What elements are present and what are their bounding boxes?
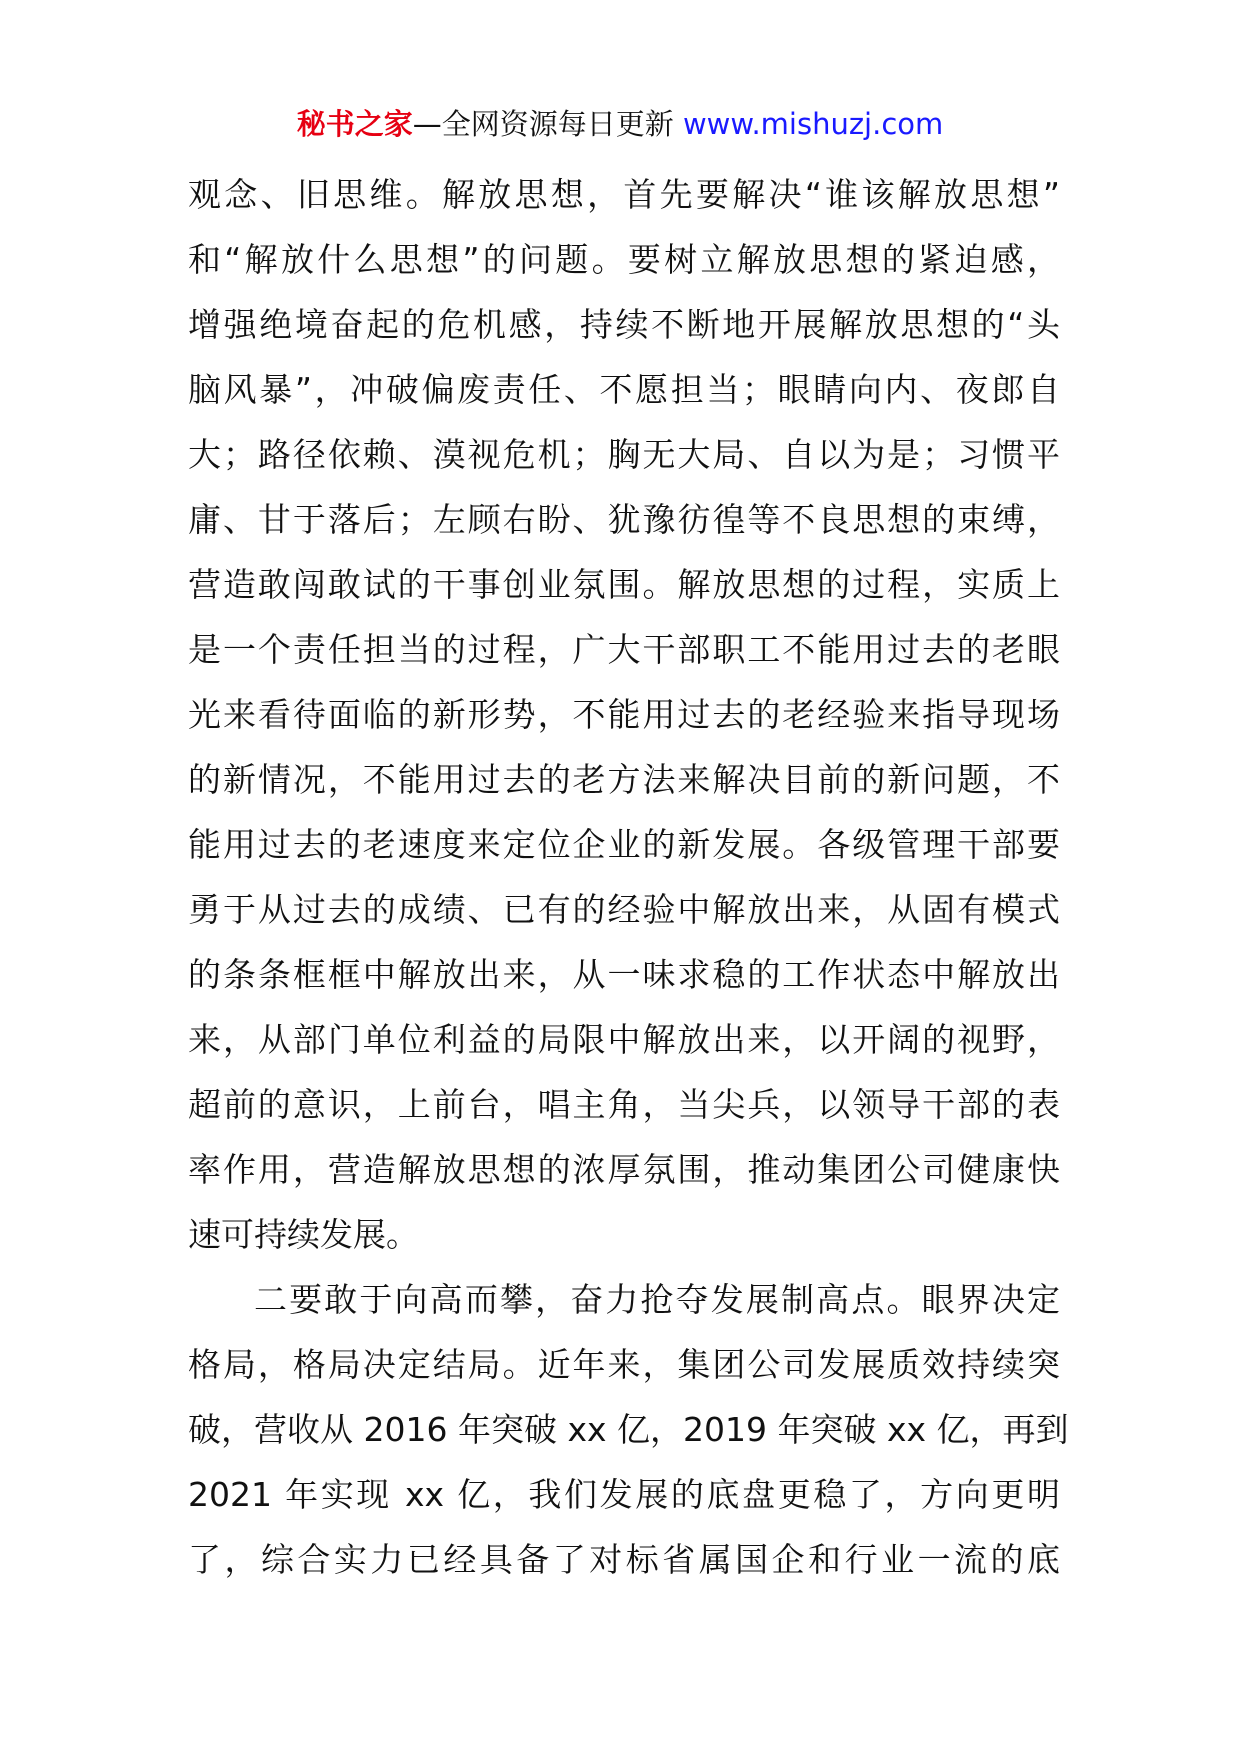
text-line: 光来看待面临的新形势，不能用过去的老经验来指导现场 [188, 695, 1060, 734]
text-line: 观念、旧思维。解放思想，首先要解决“谁该解放思想” [188, 175, 1060, 214]
text-line: 大；路径依赖、漠视危机；胸无大局、自以为是；习惯平 [188, 435, 1060, 474]
text-line: 勇于从过去的成绩、已有的经验中解放出来，从固有模式 [188, 890, 1060, 929]
text-line: 和“解放什么思想”的问题。要树立解放思想的紧迫感， [188, 240, 1060, 279]
text-line: 率作用，营造解放思想的浓厚氛围，推动集团公司健康快 [188, 1150, 1060, 1189]
text-line: 增强绝境奋起的危机感，持续不断地开展解放思想的“头 [188, 305, 1060, 344]
text-line: 2021 年实现 xx 亿，我们发展的底盘更稳了，方向更明 [188, 1475, 1060, 1514]
page-header [0, 104, 1240, 144]
text-line: 是一个责任担当的过程，广大干部职工不能用过去的老眼 [188, 630, 1060, 669]
text-line: 庸、甘于落后；左顾右盼、犹豫彷徨等不良思想的束缚， [188, 500, 1060, 539]
text-line: 二要敢于向高而攀，奋力抢夺发展制高点。眼界决定 [254, 1280, 1060, 1319]
text-line: 营造敢闯敢试的干事创业氛围。解放思想的过程，实质上 [188, 565, 1060, 604]
text-line: 的条条框框中解放出来，从一味求稳的工作状态中解放出 [188, 955, 1060, 994]
text-line: 的新情况，不能用过去的老方法来解决目前的新问题，不 [188, 760, 1060, 799]
text-line: 格局，格局决定结局。近年来，集团公司发展质效持续突 [188, 1345, 1060, 1384]
text-line: 脑风暴”，冲破偏废责任、不愿担当；眼睛向内、夜郎自 [188, 370, 1060, 409]
text-line: 破，营收从 2016 年突破 xx 亿，2019 年突破 xx 亿，再到 [188, 1410, 1069, 1449]
header-slogan: —全网资源每日更新 [412, 107, 683, 141]
text-line: 速可持续发展。 [188, 1215, 419, 1254]
text-line: 了，综合实力已经具备了对标省属国企和行业一流的底 [188, 1540, 1060, 1579]
header-brand: 秘书之家 [296, 107, 413, 141]
document-body [188, 162, 1069, 1592]
text-line: 能用过去的老速度来定位企业的新发展。各级管理干部要 [188, 825, 1060, 864]
text-line: 超前的意识，上前台，唱主角，当尖兵，以领导干部的表 [188, 1085, 1060, 1124]
header-site-link[interactable]: www.mishuzj.com [682, 107, 944, 141]
text-line: 来，从部门单位利益的局限中解放出来，以开阔的视野， [188, 1020, 1060, 1059]
